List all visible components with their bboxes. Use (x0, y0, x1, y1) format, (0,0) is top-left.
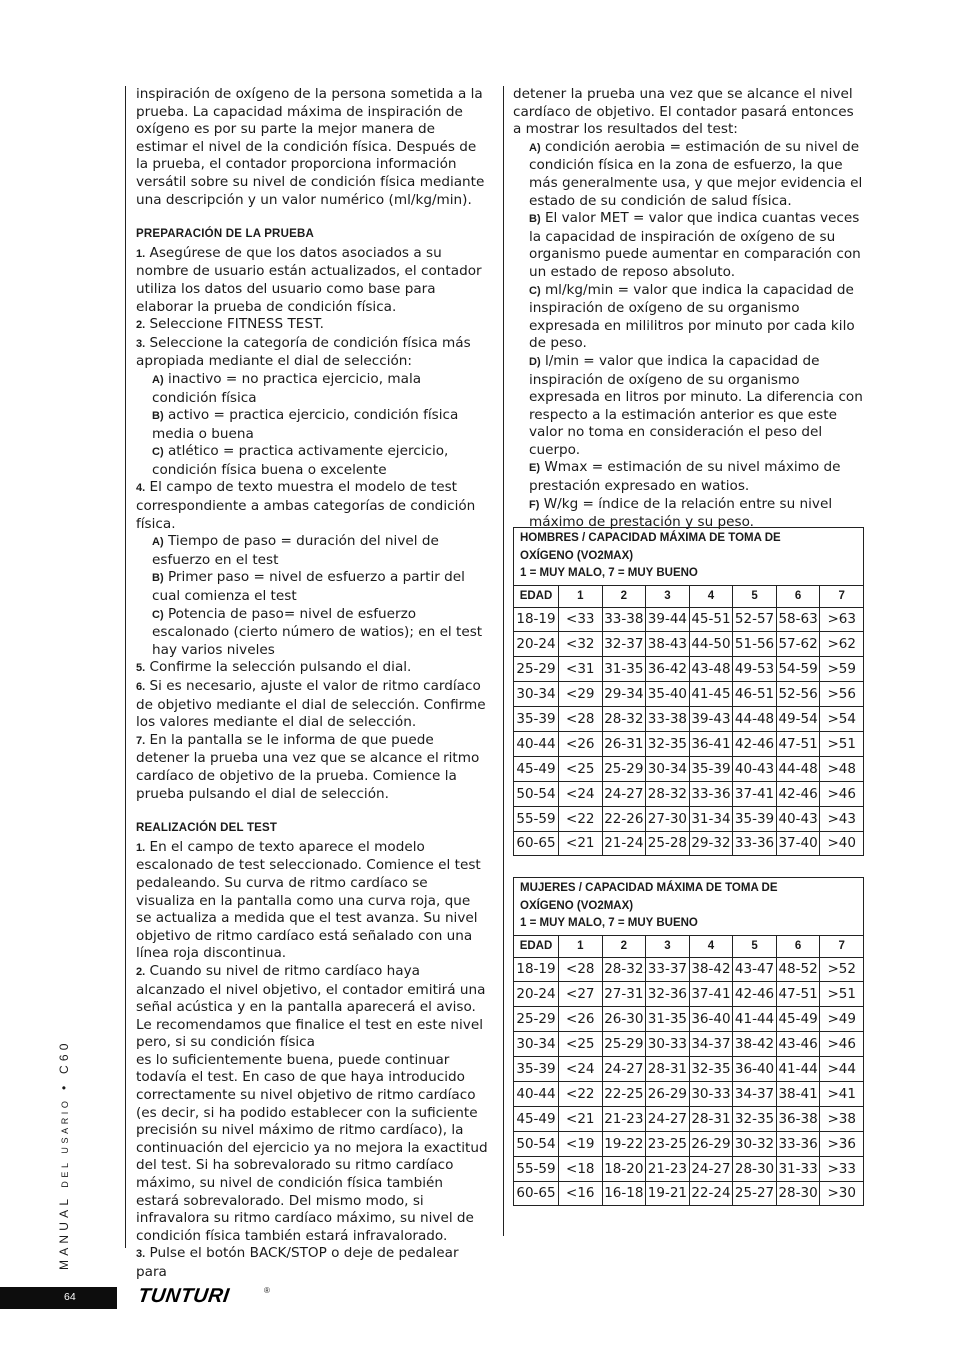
vo2max-cell: <29 (559, 682, 603, 707)
vo2max-cell: 33-36 (776, 1131, 820, 1156)
vo2max-cell: <33 (559, 607, 603, 632)
vo2max-cell: 32-35 (689, 1057, 733, 1082)
vo2max-cell: 37-41 (733, 781, 777, 806)
vo2max-cell: >41 (820, 1081, 864, 1106)
vo2max-cell: 24-27 (602, 1057, 646, 1082)
vo2max-cell: 52-57 (733, 607, 777, 632)
vo2max-cell: >48 (820, 756, 864, 781)
vo2max-cell: 24-27 (646, 1106, 690, 1131)
age-cell: 40-44 (514, 731, 559, 756)
table-row (514, 632, 864, 657)
vo2max-cell: >30 (820, 1181, 864, 1206)
vo2max-cell: 25-29 (602, 1032, 646, 1057)
vo2max-cell: <28 (559, 957, 603, 982)
vo2max-cell: <19 (559, 1131, 603, 1156)
vo2max-cell: 32-35 (646, 731, 690, 756)
age-cell: 60-65 (514, 831, 559, 856)
column-header: EDAD (514, 935, 559, 957)
table-row (514, 607, 864, 632)
age-cell: 30-34 (514, 682, 559, 707)
column-header: 4 (689, 585, 733, 607)
footer-page-bar (0, 1287, 117, 1309)
vo2max-cell: 32-35 (733, 1106, 777, 1131)
vo2max-cell: <27 (559, 982, 603, 1007)
table-row (514, 707, 864, 732)
vo2max-cell: 46-51 (733, 682, 777, 707)
age-cell: 60-65 (514, 1181, 559, 1206)
age-cell: 30-34 (514, 1032, 559, 1057)
vo2max-cell: >51 (820, 982, 864, 1007)
vo2max-cell: <21 (559, 831, 603, 856)
vo2max-cell: 31-34 (689, 806, 733, 831)
prep-step-7: 7. En la pantalla se le informa de que puede detener la prueba una vez que se alcance el ritmo cardíaco de objetivo de la prueba. Comience la prueba pulsando el dial de selección. (136, 731, 480, 802)
vo2max-cell: <26 (559, 1007, 603, 1032)
section-heading-preparation: PREPARACIÓN DE LA PRUEBA (136, 228, 314, 241)
section-heading-test: REALIZACIÓN DEL TEST (136, 822, 278, 835)
vo2max-cell: 33-36 (689, 781, 733, 806)
vo2max-cell: 42-46 (776, 781, 820, 806)
vo2max-cell: 39-43 (689, 707, 733, 732)
age-cell: 40-44 (514, 1081, 559, 1106)
column-header: 1 (559, 935, 603, 957)
vo2max-cell: 42-46 (733, 731, 777, 756)
vo2max-cell: 31-35 (646, 1007, 690, 1032)
vo2max-cell: 45-51 (689, 607, 733, 632)
column-header: 1 (559, 585, 603, 607)
tunturi-logo: TUNTURI (136, 1285, 231, 1307)
table-row (514, 806, 864, 831)
vo2max-cell: 52-56 (776, 682, 820, 707)
prep-step-3a: A) inactivo = no practica ejercicio, mala condición física (152, 370, 422, 406)
vo2max-cell: <24 (559, 781, 603, 806)
results-intro: detener la prueba una vez que se alcance el nivel cardíaco de objetivo. El contador pasará entonces a mostrar los resultados del test: (513, 86, 854, 138)
age-cell: 25-29 (514, 657, 559, 682)
vo2max-cell: >43 (820, 806, 864, 831)
women-table-header-row (514, 935, 864, 957)
vo2max-cell: >51 (820, 731, 864, 756)
prep-step-4: 4. El campo de texto muestra el modelo de test correspondiente a ambas categorías de condición física. (136, 479, 476, 532)
vo2max-cell: 51-56 (733, 632, 777, 657)
vo2max-cell: 22-26 (602, 806, 646, 831)
vo2max-cell: >62 (820, 632, 864, 657)
result-item: A) condición aerobia = estimación de su nivel de condición física en la zona de esfuerzo, la que más generalmente usa, y que mejor evidencia el estado de su condición de salud física. (529, 138, 863, 209)
age-cell: 55-59 (514, 806, 559, 831)
page-number: 64 (64, 1291, 76, 1303)
vo2max-cell: 45-49 (776, 1007, 820, 1032)
prep-step-1: 1. Asegúrese de que los datos asociados a su nombre de usuario están actualizados, el contador utiliza los datos del usuario como base para elaborar la prueba de condición física. (136, 244, 482, 315)
table-row (514, 731, 864, 756)
prep-step-4a: A) Tiempo de paso = duración del nivel de esfuerzo en el test (152, 533, 439, 568)
vo2max-cell: 37-41 (689, 982, 733, 1007)
vo2max-cell: 34-37 (733, 1081, 777, 1106)
center-column-rule (503, 86, 504, 1236)
table-row (514, 657, 864, 682)
vo2max-cell: 28-31 (646, 1057, 690, 1082)
vo2max-cell: 19-21 (646, 1181, 690, 1206)
column-header: 3 (646, 935, 690, 957)
table-row (514, 1181, 864, 1206)
men-table-caption: HOMBRES / CAPACIDAD MÁXIMA DE TOMA DE OXÍGENO (VO2MAX) 1 = MUY MALO, 7 = MUY BUENO (514, 528, 864, 586)
prep-step-2: 2. Seleccione FITNESS TEST. (136, 316, 324, 333)
vo2max-cell: 47-51 (776, 731, 820, 756)
vo2max-cell: 39-44 (646, 607, 690, 632)
vo2max-cell: 38-42 (733, 1032, 777, 1057)
table-row (514, 781, 864, 806)
vo2max-cell: >56 (820, 682, 864, 707)
vo2max-cell: >49 (820, 1007, 864, 1032)
vo2max-cell: 36-41 (689, 731, 733, 756)
table-row (514, 756, 864, 781)
vo2max-cell: 40-43 (776, 806, 820, 831)
prep-step-4c: C) Potencia de paso= nivel de esfuerzo escalonado (cierto número de watios); en el test hay varios niveles (152, 605, 483, 658)
vo2max-cell: 57-62 (776, 632, 820, 657)
vo2max-cell: 24-27 (689, 1156, 733, 1181)
vo2max-cell: 21-23 (646, 1156, 690, 1181)
age-cell: 50-54 (514, 1131, 559, 1156)
vo2max-cell: >63 (820, 607, 864, 632)
table-row (514, 1007, 864, 1032)
age-cell: 25-29 (514, 1007, 559, 1032)
vo2max-cell: 26-29 (689, 1131, 733, 1156)
vo2max-cell: >59 (820, 657, 864, 682)
men-vo2max-table (513, 527, 864, 856)
vo2max-cell: 18-20 (602, 1156, 646, 1181)
column-header: 7 (820, 935, 864, 957)
vo2max-cell: 22-24 (689, 1181, 733, 1206)
vo2max-cell: 26-31 (602, 731, 646, 756)
vo2max-cell: 22-25 (602, 1081, 646, 1106)
vo2max-cell: 19-22 (602, 1131, 646, 1156)
column-header: 6 (776, 935, 820, 957)
vo2max-cell: 30-34 (646, 756, 690, 781)
vo2max-cell: 33-38 (602, 607, 646, 632)
vo2max-cell: 31-33 (776, 1156, 820, 1181)
vo2max-cell: 24-27 (602, 781, 646, 806)
result-item: E) Wmax = estimación de su nivel máximo de prestación expresado en watios. (529, 459, 841, 495)
prep-step-4b: B) Primer paso = nivel de esfuerzo a partir del cual comienza el test (152, 569, 465, 605)
women-vo2max-table (513, 877, 864, 1206)
vo2max-cell: 23-25 (646, 1131, 690, 1156)
vo2max-cell: 41-44 (733, 1007, 777, 1032)
left-column-rule (125, 86, 126, 1248)
vo2max-cell: <25 (559, 756, 603, 781)
vo2max-cell: >54 (820, 707, 864, 732)
vo2max-cell: >46 (820, 1032, 864, 1057)
column-header: 3 (646, 585, 690, 607)
column-header: 2 (602, 585, 646, 607)
vo2max-cell: 43-47 (733, 957, 777, 982)
vo2max-cell: 37-40 (776, 831, 820, 856)
table-row (514, 682, 864, 707)
age-cell: 35-39 (514, 707, 559, 732)
vo2max-cell: >38 (820, 1106, 864, 1131)
vo2max-cell: 36-38 (776, 1106, 820, 1131)
vo2max-cell: 32-37 (602, 632, 646, 657)
table-row (514, 982, 864, 1007)
prep-step-5: 5. Confirme la selección pulsando el dial. (136, 659, 412, 676)
manual-side-label: MANUAL DEL USARIO • C60 (57, 1039, 71, 1270)
age-cell: 45-49 (514, 756, 559, 781)
vo2max-cell: 27-30 (646, 806, 690, 831)
vo2max-cell: 35-39 (733, 806, 777, 831)
prep-step-3b: B) activo = practica ejercicio, condición física media o buena (152, 407, 459, 442)
column-header: 2 (602, 935, 646, 957)
column-header: 4 (689, 935, 733, 957)
vo2max-cell: <28 (559, 707, 603, 732)
vo2max-cell: 28-32 (602, 707, 646, 732)
vo2max-cell: 54-59 (776, 657, 820, 682)
test-step-3: 3. Pulse el botón BACK/STOP o deje de pedalear para (136, 1245, 459, 1280)
vo2max-cell: 44-48 (776, 756, 820, 781)
vo2max-cell: 43-46 (776, 1032, 820, 1057)
vo2max-cell: 21-24 (602, 831, 646, 856)
test-step-1: 1. En el campo de texto aparece el modelo escalonado de test seleccionado. Comience el test pedaleando. Su curva de ritmo cardíaco se visualiza en la pantalla como una curva roja, que se actualiza a medida que el test avanza. Su nivel objetivo de ritmo cardíaco está señalado con una línea roja discontinua. (136, 838, 481, 962)
column-header: 5 (733, 585, 777, 607)
vo2max-cell: <18 (559, 1156, 603, 1181)
age-cell: 18-19 (514, 607, 559, 632)
vo2max-cell: <32 (559, 632, 603, 657)
vo2max-cell: 43-48 (689, 657, 733, 682)
vo2max-cell: 47-51 (776, 982, 820, 1007)
age-cell: 18-19 (514, 957, 559, 982)
age-cell: 20-24 (514, 632, 559, 657)
age-cell: 45-49 (514, 1106, 559, 1131)
vo2max-cell: 33-38 (646, 707, 690, 732)
table-row (514, 831, 864, 856)
vo2max-cell: <22 (559, 1081, 603, 1106)
vo2max-cell: >46 (820, 781, 864, 806)
vo2max-cell: 25-27 (733, 1181, 777, 1206)
column-header: 6 (776, 585, 820, 607)
test-step-2: 2. Cuando su nivel de ritmo cardíaco haya alcanzado el nivel objetivo, el contador emitirá una señal acústica y en la pantalla aparecerá el aviso. Le recomendamos que finalice el test en este nivel pero, si su condición física (136, 962, 486, 1051)
age-cell: 20-24 (514, 982, 559, 1007)
vo2max-cell: 31-35 (602, 657, 646, 682)
vo2max-cell: 38-43 (646, 632, 690, 657)
vo2max-cell: 32-36 (646, 982, 690, 1007)
registered-mark: ® (264, 1286, 270, 1295)
vo2max-cell: <21 (559, 1106, 603, 1131)
vo2max-cell: 36-40 (733, 1057, 777, 1082)
vo2max-cell: 33-36 (733, 831, 777, 856)
vo2max-cell: 21-23 (602, 1106, 646, 1131)
vo2max-cell: 25-28 (646, 831, 690, 856)
vo2max-cell: 26-29 (646, 1081, 690, 1106)
women-table-caption: MUJERES / CAPACIDAD MÁXIMA DE TOMA DE OXÍGENO (VO2MAX) 1 = MUY MALO, 7 = MUY BUENO (514, 878, 864, 936)
prep-step-3: 3. Seleccione la categoría de condición física más apropiada mediante el dial de selección: (136, 334, 471, 370)
column-header: 7 (820, 585, 864, 607)
vo2max-cell: 29-32 (689, 831, 733, 856)
table-row (514, 1081, 864, 1106)
vo2max-cell: <24 (559, 1057, 603, 1082)
vo2max-cell: 35-40 (646, 682, 690, 707)
table-row (514, 1131, 864, 1156)
age-cell: 50-54 (514, 781, 559, 806)
result-item: B) El valor MET = valor que indica cuantas veces la capacidad de inspiración de oxígeno de su organismo puede aumentar en comparación con un estado de reposo absoluto. (529, 210, 861, 280)
column-header: EDAD (514, 585, 559, 607)
vo2max-cell: <25 (559, 1032, 603, 1057)
vo2max-cell: <26 (559, 731, 603, 756)
age-cell: 35-39 (514, 1057, 559, 1082)
table-row (514, 1032, 864, 1057)
result-item: C) ml/kg/min = valor que indica la capacidad de inspiración de oxígeno de su organismo expresada en mililitros por minuto por cada kilo de peso. (529, 281, 855, 352)
vo2max-cell: 28-30 (776, 1181, 820, 1206)
vo2max-cell: 49-53 (733, 657, 777, 682)
vo2max-cell: 48-52 (776, 957, 820, 982)
left-column (136, 86, 488, 1282)
vo2max-cell: 36-42 (646, 657, 690, 682)
vo2max-cell: 26-30 (602, 1007, 646, 1032)
vo2max-cell: >44 (820, 1057, 864, 1082)
vo2max-cell: 28-30 (733, 1156, 777, 1181)
vo2max-cell: 38-41 (776, 1081, 820, 1106)
vo2max-cell: <22 (559, 806, 603, 831)
vo2max-cell: <31 (559, 657, 603, 682)
vo2max-cell: 49-54 (776, 707, 820, 732)
vo2max-cell: 16-18 (602, 1181, 646, 1206)
vo2max-cell: 41-44 (776, 1057, 820, 1082)
vo2max-cell: 30-32 (733, 1131, 777, 1156)
vo2max-cell: >40 (820, 831, 864, 856)
vo2max-cell: 38-42 (689, 957, 733, 982)
column-header: 5 (733, 935, 777, 957)
result-item: F) W/kg = índice de la relación entre su nivel máximo de prestación y su peso. (529, 495, 833, 531)
vo2max-cell: 33-37 (646, 957, 690, 982)
test-step-2-continued: es lo suficientemente buena, puede continuar todavía el test. En caso de que haya introducido correctamente su nivel objetivo de ritmo cardíaco (es decir, si ha podido establecer con la suficiente precisión su nivel máximo de ritmo cardíaco), la continuación del ejercicio ya no mejora la exactitud del test. Si ha sobrevalorado su ritmo cardíaco máximo, su nivel de condición física también estará sobrevalorado. Del mismo modo, si infravalora su ritmo cardíaco máximo, su nivel de condición física también estará infravalorado. (136, 1051, 488, 1244)
vo2max-cell: 44-50 (689, 632, 733, 657)
vo2max-cell: >52 (820, 957, 864, 982)
vo2max-cell: >33 (820, 1156, 864, 1181)
vo2max-cell: 29-34 (602, 682, 646, 707)
vo2max-cell: 44-48 (733, 707, 777, 732)
vo2max-cell: 40-43 (733, 756, 777, 781)
vo2max-cell: 28-32 (646, 781, 690, 806)
table-row (514, 957, 864, 982)
vo2max-cell: 36-40 (689, 1007, 733, 1032)
vo2max-cell: 35-39 (689, 756, 733, 781)
table-row (514, 1156, 864, 1181)
prep-step-6: 6. Si es necesario, ajuste el valor de ritmo cardíaco de objetivo mediante el dial de selección. Confirme los valores mediante el dial de selección. (136, 678, 486, 731)
table-row (514, 1057, 864, 1082)
vo2max-cell: 28-31 (689, 1106, 733, 1131)
age-cell: 55-59 (514, 1156, 559, 1181)
right-column (513, 86, 865, 532)
vo2max-cell: 30-33 (646, 1032, 690, 1057)
vo2max-cell: 34-37 (689, 1032, 733, 1057)
vo2max-cell: 42-46 (733, 982, 777, 1007)
intro-paragraph: inspiración de oxígeno de la persona sometida a la prueba. La capacidad máxima de inspiración de oxígeno es por su parte la mejor manera de estimar el nivel de la condición física. Después de la prueba, el contador proporciona información versátil sobre su nivel de condición física mediante una descripción y un valor numérico (ml/kg/min). (136, 86, 485, 208)
vo2max-cell: 41-45 (689, 682, 733, 707)
table-row (514, 1106, 864, 1131)
vo2max-cell: 58-63 (776, 607, 820, 632)
prep-step-3c: C) atlético = practica activamente ejercicio, condición física buena o excelente (152, 443, 449, 478)
vo2max-cell: 30-33 (689, 1081, 733, 1106)
vo2max-cell: <16 (559, 1181, 603, 1206)
vo2max-cell: >36 (820, 1131, 864, 1156)
men-table-header-row (514, 585, 864, 607)
result-item: D) l/min = valor que indica la capacidad de inspiración de oxígeno de su organismo expresada en litros por minuto. La diferencia con respecto a la estimación anterior es que este valor no toma en consideración el peso del cuerpo. (529, 352, 863, 458)
vo2max-cell: 27-31 (602, 982, 646, 1007)
vo2max-cell: 25-29 (602, 756, 646, 781)
vo2max-cell: 28-32 (602, 957, 646, 982)
